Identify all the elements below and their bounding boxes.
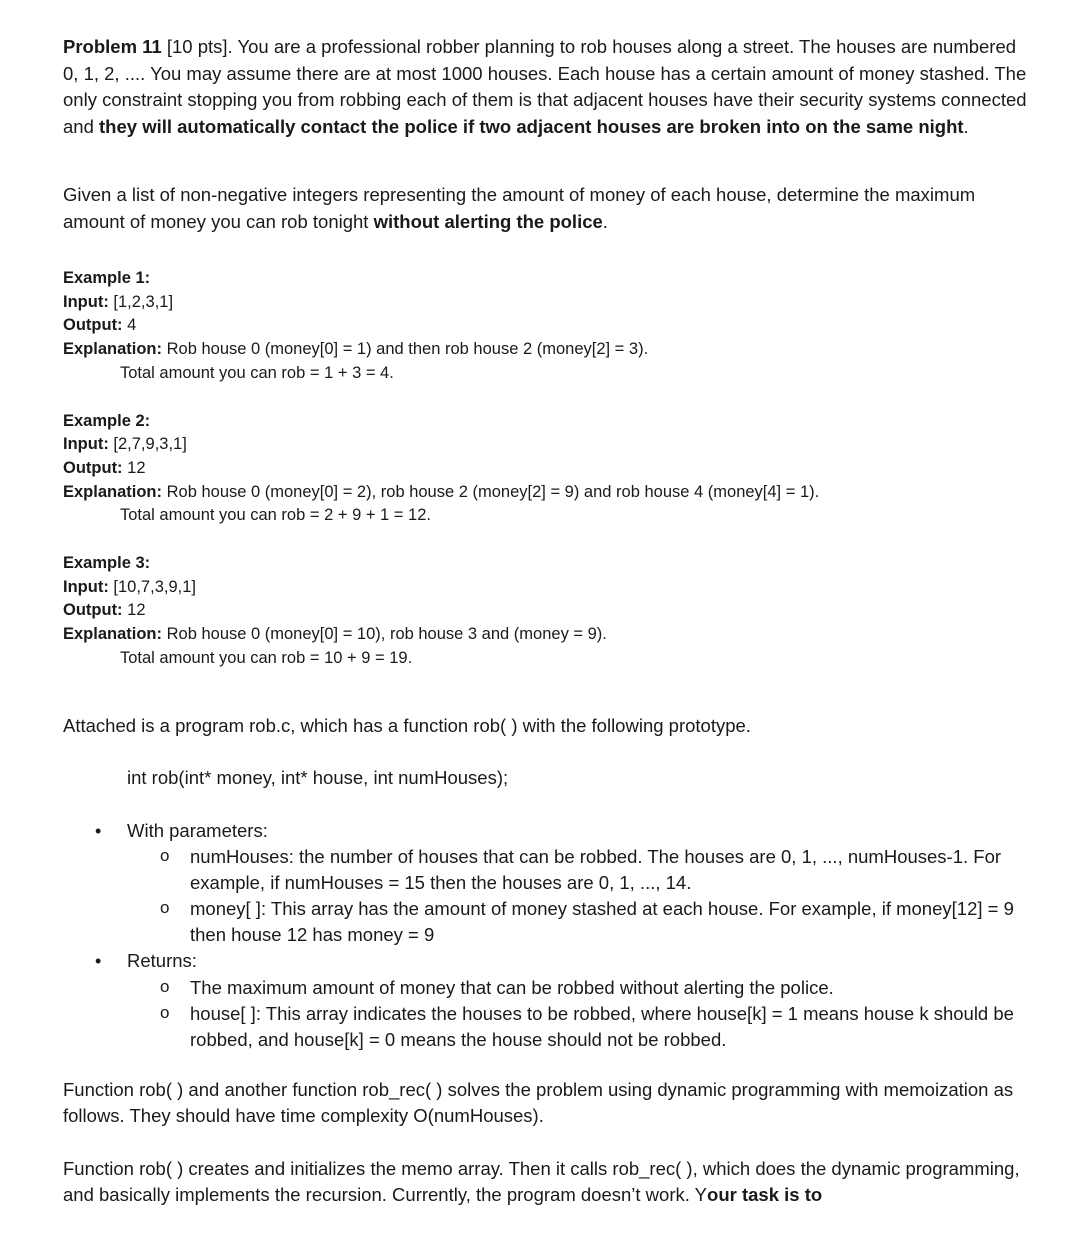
- example-title: Example 3:: [63, 554, 151, 573]
- task-statement: [63, 182, 1033, 235]
- example-explanation: Rob house 0 (money[0] = 2), rob house 2 (money[2] = 9) and rob house 4 (money[4] = 1).: [166, 482, 820, 501]
- example-1: [63, 267, 1033, 386]
- problem-intro: . You are a professional robber planning to rob houses along a street. The houses are numbered 0, 1, 2, .... You may assume there are at most 1000 houses. Each house has a certain amount of money stashed. The only constraint stopping you from robbing each of them is that adjacent houses have their security systems connected and: [63, 36, 1027, 137]
- return-item: o house[ ]: This array indicates the houses to be robbed, where house[k] = 1 means house k should be robbed, and house[k] = 0 means the house should not be robbed.: [127, 1001, 1033, 1053]
- example-explanation: Rob house 0 (money[0] = 10), rob house 3 and (money = 9).: [166, 625, 607, 644]
- example-output: 12: [127, 601, 146, 620]
- final-text: Function rob( ) creates and initializes the memo array. Then it calls rob_rec( ), which does the dynamic programming, and basically implements the recursion. Currently, the program doesn’t work. Y: [63, 1157, 1020, 1206]
- task-bold: without alerting the police: [373, 210, 603, 232]
- return-item: o The maximum amount of money that can be robbed without alerting the police.: [127, 975, 1033, 1001]
- input-label: Input:: [63, 435, 109, 454]
- explanation-label: Explanation:: [63, 340, 163, 359]
- example-output: 4: [127, 316, 137, 335]
- param-item: o money[ ]: This array has the amount of money stashed at each house. For example, if money[12] = 9 then house 12 has money = 9: [127, 896, 1033, 948]
- example-title: Example 1:: [63, 269, 151, 287]
- parameter-list: [63, 818, 1033, 1053]
- final-paragraph: [63, 1156, 1033, 1209]
- output-label: Output:: [63, 458, 123, 477]
- example-total: Total amount you can rob = 1 + 3 = 4.: [120, 363, 394, 382]
- example-2: [63, 410, 1033, 529]
- example-explanation: Rob house 0 (money[0] = 1) and then rob house 2 (money[2] = 3).: [166, 340, 649, 359]
- example-output: 12: [127, 458, 146, 477]
- output-label: Output:: [63, 316, 123, 335]
- problem-points: [10 pts]: [166, 36, 228, 57]
- explanation-label: Explanation:: [63, 625, 163, 644]
- function-prototype: int rob(int* money, int* house, int numHouses);: [127, 767, 509, 789]
- function-description: Function rob( ) and another function rob_rec( ) solves the problem using dynamic programming with memoization as follows. They should have time complexity O(numHouses).: [63, 1078, 1014, 1127]
- input-label: Input:: [63, 577, 109, 596]
- problem-intro-bold: they will automatically contact the police if two adjacent houses are broken into on the same night: [99, 115, 964, 137]
- returns-heading: Returns:: [127, 950, 197, 972]
- problem-label: Problem 11: [63, 36, 162, 57]
- output-label: Output:: [63, 601, 123, 620]
- params-bullet: [63, 818, 1033, 949]
- example-input: [2,7,9,3,1]: [113, 435, 187, 454]
- params-heading: With parameters:: [127, 819, 268, 841]
- explanation-label: Explanation:: [63, 482, 163, 501]
- example-total: Total amount you can rob = 10 + 9 = 19.: [120, 648, 413, 667]
- example-input: [10,7,3,9,1]: [113, 577, 196, 596]
- attached-text: Attached is a program rob.c, which has a function rob( ) with the following prototype.: [63, 714, 751, 736]
- document-page: [63, 34, 1033, 1209]
- returns-bullet: [63, 948, 1033, 1053]
- example-total: Total amount you can rob = 2 + 9 + 1 = 12.: [120, 506, 431, 525]
- problem-statement: [63, 34, 1033, 140]
- final-bold: our task is to: [707, 1184, 823, 1206]
- problem-intro-end: .: [963, 115, 969, 137]
- example-3: [63, 552, 1033, 671]
- input-label: Input:: [63, 292, 109, 311]
- example-title: Example 2:: [63, 411, 151, 430]
- param-item: o numHouses: the number of houses that can be robbed. The houses are 0, 1, ..., numHouses-1. For example, if numHouses = 15 then the houses are 0, 1, ..., 14.: [127, 844, 1033, 896]
- task-end: .: [602, 210, 608, 232]
- example-input: [1,2,3,1]: [113, 292, 174, 311]
- task-text: Given a list of non-negative integers representing the amount of money of each house, determine the maximum amount of money you can rob tonight: [63, 184, 976, 232]
